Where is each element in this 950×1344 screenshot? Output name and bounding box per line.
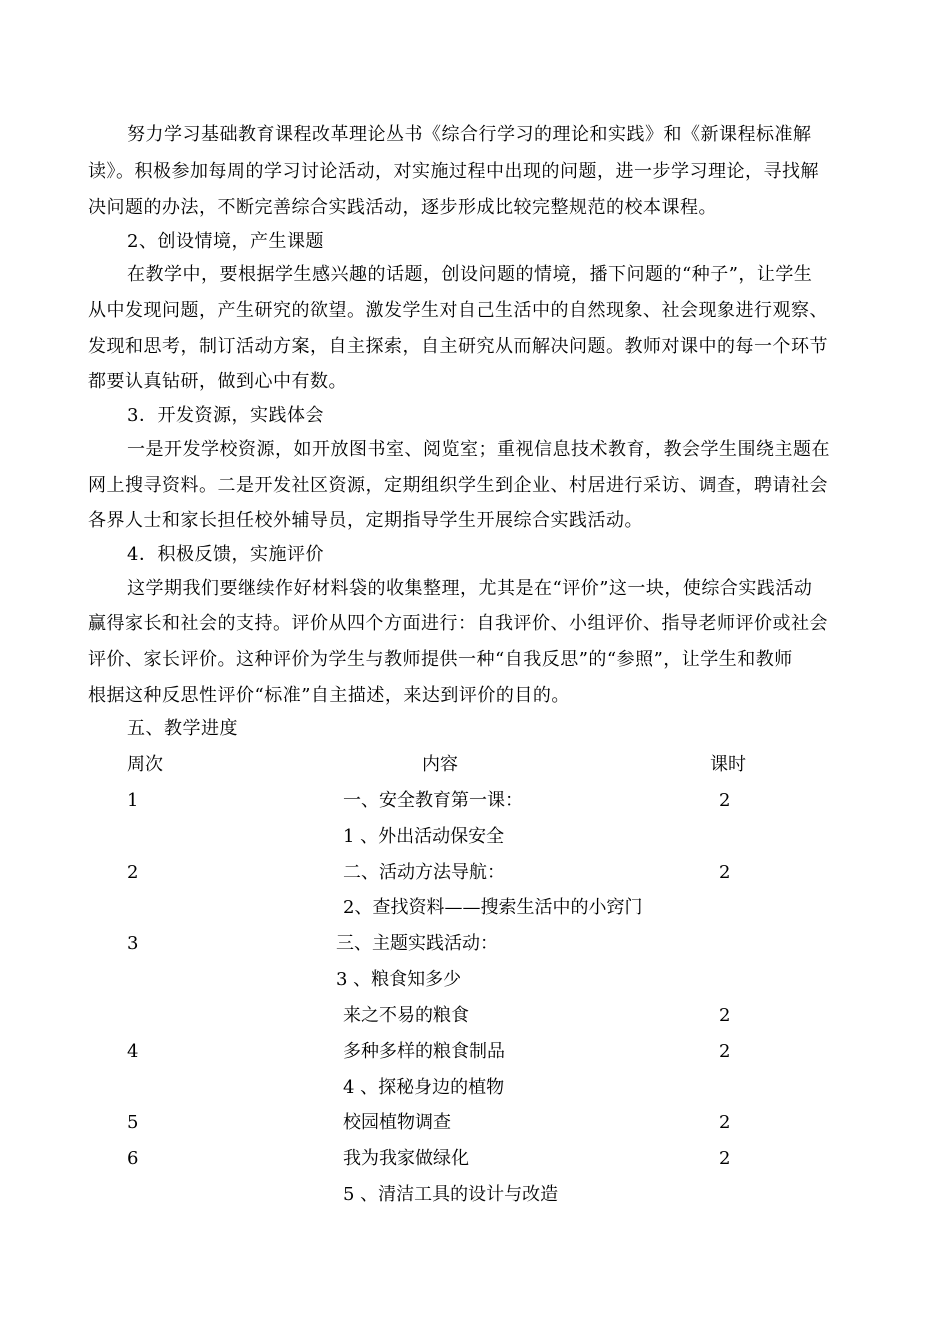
section-heading-2: 2、创设情境，产生课题	[127, 231, 324, 252]
schedule-header-week: 周次	[127, 754, 163, 775]
schedule-header-hours: 课时	[710, 754, 746, 775]
schedule-content: 我为我家做绿化	[343, 1148, 469, 1169]
section-heading-4: 4．积极反馈，实施评价	[127, 544, 324, 565]
section-heading-3: 3．开发资源，实践体会	[127, 405, 324, 426]
para1-line-2: 读》。积极参加每周的学习讨论活动，对实施过程中出现的问题，进一步学习理论，寻找解	[88, 161, 819, 182]
para3-line-2: 网上搜寻资料。二是开发社区资源，定期组织学生到企业、村居进行采访、调查，聘请社会	[88, 475, 828, 496]
schedule-content: 3 、粮食知多少	[336, 969, 462, 990]
para4-line-1: 这学期我们要继续作好材料袋的收集整理，尤其是在“评价”这一块，使综合实践活动	[127, 578, 813, 599]
para1-line-1: 努力学习基础教育课程改革理论丛书《综合行学习的理论和实践》和《新课程标准解	[127, 124, 812, 145]
schedule-week: 1	[127, 790, 139, 811]
schedule-hours: 2	[719, 1005, 731, 1026]
para2-line-1: 在教学中，要根据学生感兴趣的话题，创设问题的情境，播下问题的“种子”，让学生	[127, 264, 813, 285]
para4-line-4: 根据这种反思性评价“标准”自主描述，来达到评价的目的。	[88, 685, 570, 706]
schedule-week: 2	[127, 862, 139, 883]
para3-line-3: 各界人士和家长担任校外辅导员，定期指导学生开展综合实践活动。	[88, 510, 643, 531]
schedule-content: 多种多样的粮食制品	[343, 1041, 505, 1062]
schedule-week: 4	[127, 1041, 139, 1062]
schedule-hours: 2	[719, 1112, 731, 1133]
schedule-hours: 2	[719, 790, 731, 811]
schedule-content: 二、活动方法导航：	[343, 862, 505, 883]
schedule-content: 1 、外出活动保安全	[343, 826, 505, 847]
schedule-content: 三、主题实践活动：	[336, 933, 498, 954]
para3-line-1: 一是开发学校资源，如开放图书室、阅览室；重视信息技术教育，教会学生围绕主题在	[127, 439, 830, 460]
schedule-hours: 2	[719, 862, 731, 883]
schedule-content: 5 、清洁工具的设计与改造	[343, 1184, 559, 1205]
schedule-content: 一、安全教育第一课：	[343, 790, 523, 811]
para4-line-3: 评价、家长评价。这种评价为学生与教师提供一种“自我反思”的“参照”，让学生和教师	[88, 649, 793, 670]
para4-line-2: 赢得家长和社会的支持。评价从四个方面进行：自我评价、小组评价、指导老师评价或社会	[88, 613, 828, 634]
schedule-week: 6	[127, 1148, 139, 1169]
schedule-week: 5	[127, 1112, 139, 1133]
schedule-hours: 2	[719, 1148, 731, 1169]
para2-line-2: 从中发现问题，产生研究的欲望。激发学生对自己生活中的自然现象、社会现象进行观察、	[88, 300, 828, 321]
schedule-content: 来之不易的粮食	[343, 1005, 469, 1026]
schedule-content: 4 、探秘身边的植物	[343, 1077, 505, 1098]
section-heading-5: 五、教学进度	[127, 718, 238, 739]
schedule-hours: 2	[719, 1041, 731, 1062]
para2-line-4: 都要认真钻研，做到心中有数。	[88, 371, 347, 392]
schedule-week: 3	[127, 933, 139, 954]
schedule-content: 校园植物调查	[343, 1112, 451, 1133]
schedule-header-content: 内容	[422, 754, 458, 775]
schedule-content: 2、查找资料——搜索生活中的小窍门	[343, 897, 643, 918]
para1-line-3: 决问题的办法，不断完善综合实践活动，逐步形成比较完整规范的校本课程。	[88, 197, 717, 218]
para2-line-3: 发现和思考，制订活动方案，自主探索，自主研究从而解决问题。教师对课中的每一个环节	[88, 336, 828, 357]
